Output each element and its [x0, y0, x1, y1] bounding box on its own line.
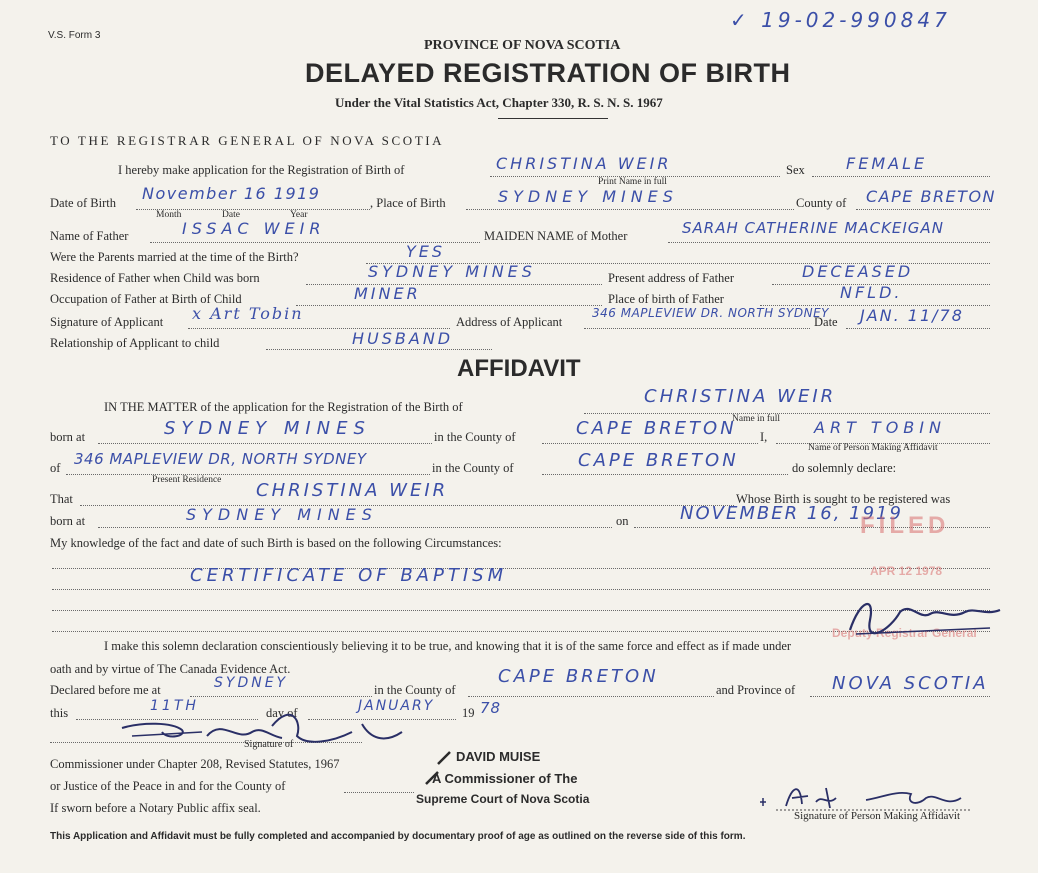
date-label: Date	[814, 315, 838, 329]
commissioner-stamp-court: Supreme Court of Nova Scotia	[416, 792, 590, 806]
in-county-label-3: in the County of	[374, 683, 456, 697]
on-label: on	[616, 514, 629, 528]
father-birthplace-value: NFLD.	[840, 283, 903, 302]
pob-label: , Place of Birth	[370, 196, 446, 210]
sex-value: FEMALE	[846, 154, 928, 173]
month-value: JANUARY	[358, 698, 435, 714]
justice-line: or Justice of the Peace in and for the County of	[50, 779, 286, 793]
this-value: 11TH	[150, 698, 199, 714]
circumstance-value: CERTIFICATE OF BAPTISM	[190, 565, 508, 586]
page-title: DELAYED REGISTRATION OF BIRTH	[305, 58, 791, 88]
married-value: YES	[406, 242, 446, 261]
occupation-value: MINER	[354, 284, 421, 303]
province-value: NOVA SCOTIA	[832, 673, 989, 694]
mother-value: SARAH CATHERINE MACKEIGAN	[682, 219, 944, 237]
this-label: this	[50, 706, 69, 720]
date-hint: Date	[222, 210, 240, 220]
residence-label: Residence of Father when Child was born	[50, 271, 260, 285]
filed-date: APR 12 1978	[870, 564, 943, 578]
applicant-address-label: Address of Applicant	[456, 315, 563, 329]
born-at-label-2: born at	[50, 514, 86, 528]
date-value: JAN. 11/78	[860, 306, 964, 325]
signature-of-label: Signature of	[244, 739, 294, 750]
title-rule	[498, 118, 608, 119]
applicant-signature-value: x Art Tobin	[192, 304, 304, 323]
deponent-hint: Name of Person Making Affidavit	[808, 443, 938, 453]
commissioner-stamp-title: A Commissioner of The	[432, 771, 578, 786]
declare-label: do solemnly declare:	[792, 461, 897, 475]
county-value: CAPE BRETON	[866, 187, 996, 206]
print-name-hint: Print Name in full	[598, 177, 667, 187]
day-of-label: day of	[266, 706, 298, 720]
dob-label: Date of Birth	[50, 196, 116, 210]
residence-value: SYDNEY MINES	[368, 262, 536, 281]
on-value: NOVEMBER 16, 1919	[680, 503, 903, 524]
child-name-value: CHRISTINA WEIR	[496, 154, 672, 173]
sex-label: Sex	[786, 163, 805, 177]
commissioner-line: Commissioner under Chapter 208, Revised Statutes, 1967	[50, 757, 340, 771]
born-at-label: born at	[50, 430, 86, 444]
month-hint: Month	[156, 210, 182, 220]
affidavit-heading: AFFIDAVIT	[457, 355, 581, 382]
that-label: That	[50, 492, 73, 506]
county-label: County of	[796, 196, 847, 210]
present-address-label: Present address of Father	[608, 271, 735, 285]
matter-text: IN THE MATTER of the application for the Registration of the Birth of	[104, 400, 463, 414]
footer-note: This Application and Affidavit must be fully completed and accompanied by documentary proof of age as outlined on the reverse side of this form.	[50, 831, 746, 842]
married-label: Were the Parents married at the time of the Birth?	[50, 250, 299, 264]
father-label: Name of Father	[50, 229, 129, 243]
filed-stamp: FILED	[860, 512, 950, 539]
that-value: CHRISTINA WEIR	[256, 480, 449, 501]
i-label: I,	[760, 430, 768, 444]
declared-label: Declared before me at	[50, 683, 161, 697]
year-prefix: 19	[462, 706, 475, 720]
page-subtitle: Under the Vital Statistics Act, Chapter 330, R. S. N. S. 1967	[335, 95, 663, 110]
declared-value: SYDNEY	[214, 675, 289, 691]
deponent-value: ART TOBIN	[814, 418, 946, 437]
born-at-value: SYDNEY MINES	[164, 418, 371, 439]
name-hint: Name in full	[732, 414, 781, 424]
occupation-label: Occupation of Father at Birth of Child	[50, 292, 242, 306]
year-value: 78	[480, 699, 502, 717]
province-heading: PROVINCE OF NOVA SCOTIA	[424, 38, 621, 53]
county2-value: CAPE BRETON	[578, 450, 739, 471]
year-hint: Year	[290, 210, 308, 220]
applicant-signature-label: Signature of Applicant	[50, 315, 164, 329]
file-number: ✓ 19-02-990847	[730, 8, 951, 32]
mother-label: MAIDEN NAME of Mother	[484, 229, 628, 243]
notary-line: If sworn before a Notary Public affix seal.	[50, 801, 261, 815]
form-id: V.S. Form 3	[48, 30, 101, 41]
father-birthplace-label: Place of birth of Father	[608, 292, 724, 306]
registrar-signature	[820, 590, 1020, 642]
affidavit-name-value: CHRISTINA WEIR	[644, 386, 837, 407]
born-at2-value: SYDNEY MINES	[186, 505, 378, 524]
deponent-signature-label: Signature of Person Making Affidavit	[794, 810, 960, 822]
in-county-label-2: in the County of	[432, 461, 514, 475]
affidavit-county-value: CAPE BRETON	[576, 418, 737, 439]
stamp-marks	[420, 748, 454, 788]
whose-birth-label: Whose Birth is sought to be registered was	[736, 492, 951, 506]
declaration-line-1: I make this solemn declaration conscientiously believing it to be true, and knowing that it is of the same force and effect as if made under	[104, 639, 792, 653]
residence-aff-value: 346 MAPLEVIEW DR, NORTH SYDNEY	[74, 450, 367, 468]
addressee: TO THE REGISTRAR GENERAL OF NOVA SCOTIA	[50, 133, 445, 148]
pob-value: SYDNEY MINES	[498, 187, 678, 206]
commissioner-stamp-name: DAVID MUISE	[456, 749, 541, 764]
registrar-label: Deputy Registrar General	[832, 626, 977, 640]
present-address-value: DECEASED	[802, 262, 914, 281]
intro-text: I hereby make application for the Registration of Birth of	[118, 163, 405, 177]
relationship-label: Relationship of Applicant to child	[50, 336, 220, 350]
relationship-value: HUSBAND	[352, 329, 454, 348]
dob-value: November 16 1919	[142, 184, 321, 203]
residence-hint: Present Residence	[152, 475, 222, 485]
province-label: and Province of	[716, 683, 796, 697]
county3-value: CAPE BRETON	[498, 666, 659, 687]
applicant-address-value: 346 MAPLEVIEW DR. NORTH SYDNEY	[592, 306, 830, 320]
of-label: of	[50, 461, 61, 475]
father-value: ISSAC WEIR	[182, 219, 326, 238]
deponent-signature	[756, 780, 986, 812]
declaration-line-2: oath and by virtue of The Canada Evidence Act.	[50, 662, 291, 676]
in-county-label: in the County of	[434, 430, 516, 444]
knowledge-label: My knowledge of the fact and date of such Birth is based on the following Circumstances:	[50, 536, 502, 550]
